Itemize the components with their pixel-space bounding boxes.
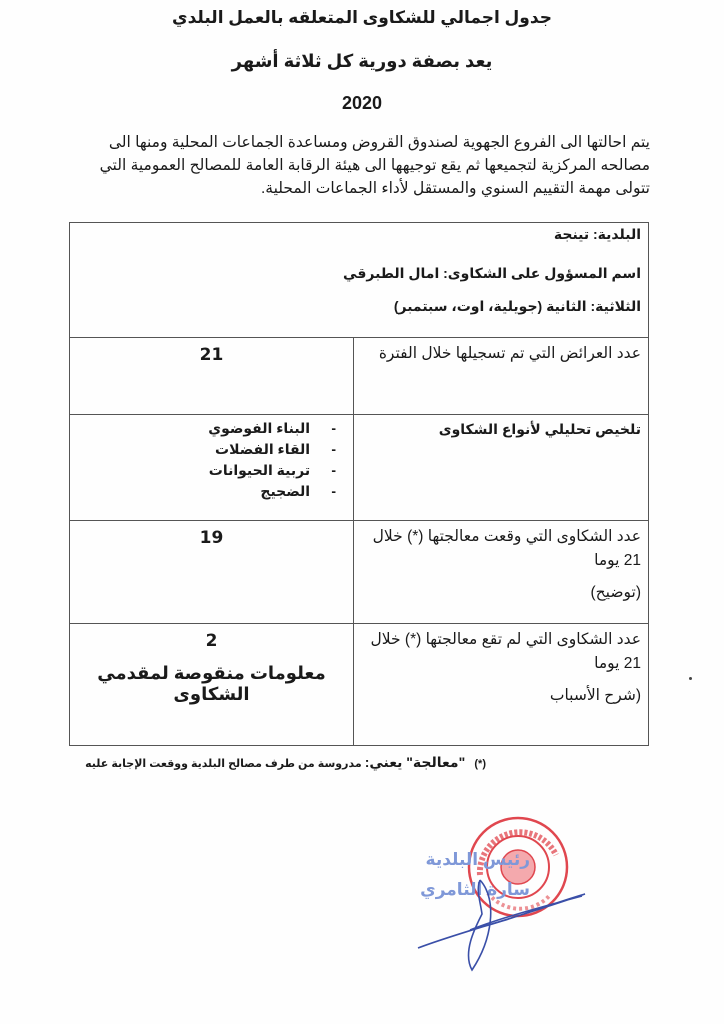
table-row-types <box>70 414 648 520</box>
dash-bullet: - <box>331 420 336 436</box>
list-item <box>208 418 336 439</box>
scan-speck <box>689 677 692 680</box>
dash-bullet: - <box>331 441 336 457</box>
footnote <box>86 754 486 771</box>
officer-field: اسم المسؤول على الشكاوى: امال الطبرقي <box>343 265 641 281</box>
types-value-cell <box>70 415 354 520</box>
signatory-title: رئيس البلدية <box>425 850 530 869</box>
list-item <box>208 439 336 460</box>
registered-value: 21 <box>199 345 224 365</box>
processed-label: عدد الشكاوى التي وقعت معالجتها (*) خلال <box>372 528 641 545</box>
complaint-type: البناء الفوضوي <box>208 420 311 436</box>
types-label-cell <box>354 415 648 520</box>
complaint-types-list <box>208 418 336 502</box>
processed-value-cell <box>70 521 354 623</box>
table-row-processed <box>70 520 648 623</box>
intro-line: تتولى مهمة التقييم السنوي والمستقل لأداء الجماعات المحلية. <box>261 180 650 197</box>
document-title: جدول اجمالي للشكاوى المتعلقه بالعمل البلدي <box>172 8 552 27</box>
footnote-term: "معالجة" يعني: <box>364 754 466 770</box>
unprocessed-reason: معلومات منقوصة لمقدمي الشكاوى <box>97 663 326 704</box>
unprocessed-value-cell <box>70 624 354 745</box>
table-row-unprocessed <box>70 623 648 745</box>
registered-label: عدد العرائض التي تم تسجيلها خلال الفترة <box>378 345 641 362</box>
processed-label-cell <box>354 521 648 623</box>
unprocessed-value: 2 <box>205 631 218 651</box>
types-label: تلخيص تحليلي لأنواع الشكاوى <box>438 421 641 437</box>
unprocessed-days: 21 يوما <box>594 655 641 672</box>
handwritten-signature <box>410 870 590 980</box>
dash-bullet: - <box>331 483 336 499</box>
list-item <box>208 460 336 481</box>
info-row <box>70 223 648 337</box>
unprocessed-label: عدد الشكاوى التي لم تقع معالجتها (*) خلال <box>370 631 641 648</box>
signatory-name: سارة الثامري <box>420 880 530 899</box>
processed-days: 21 يوما <box>594 552 641 569</box>
dash-bullet: - <box>331 462 336 478</box>
registered-value-cell <box>70 338 354 414</box>
quarter-field: الثلاثية: الثانية (جويلية، اوت، سبتمبر) <box>393 298 641 314</box>
unprocessed-label-cell <box>354 624 648 745</box>
complaint-type: القاء الفضلات <box>215 441 311 457</box>
processed-note: (توضيح) <box>590 584 641 601</box>
intro-line: مصالحه المركزية لتجميعها ثم يقع توجيهها الى هيئة الرقابة العامة للمصالح العمومية التي <box>99 157 650 174</box>
unprocessed-note: (شرح الأسباب <box>549 687 641 704</box>
registered-label-cell <box>354 338 648 414</box>
footnote-definition: مدروسة من طرف مصالح البلدية ووقعت الإجابة عليه <box>85 758 362 770</box>
footnote-marker: (*) <box>474 758 486 770</box>
intro-line: يتم احالتها الى الفروع الجهوية لصندوق القروض ومساعدة الجماعات المحلية ومنها الى <box>108 134 650 151</box>
complaint-type: تربية الحيوانات <box>208 462 311 478</box>
document-year: 2020 <box>341 93 383 113</box>
complaints-table <box>69 222 649 746</box>
list-item <box>208 481 336 502</box>
municipality-field: البلدية: تينجة <box>553 226 641 242</box>
document-subtitle: يعد بصفة دورية كل ثلاثة أشهر <box>231 51 493 71</box>
table-row-registered <box>70 337 648 414</box>
intro-paragraph <box>70 131 650 200</box>
complaint-type: الضجيج <box>260 483 311 499</box>
processed-value: 19 <box>199 528 224 548</box>
